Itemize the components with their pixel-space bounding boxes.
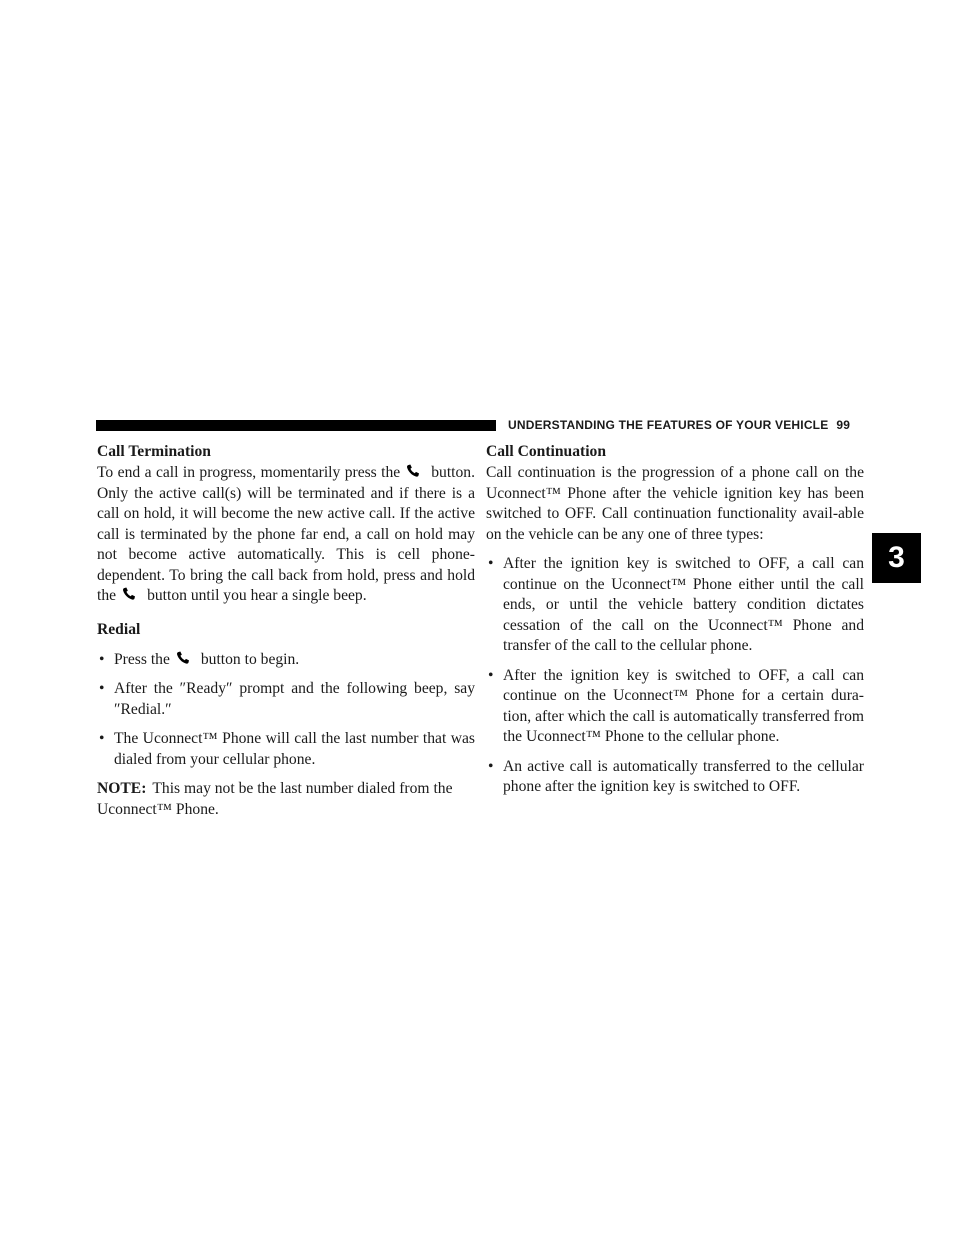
text-span: button. Only the active call(s) will be terminated and if there is a call on hold, it will become the new active call. If the active call is terminated by the phone far end, a call on hold may not become active automatically. This is cell phone-dependent. To bring the call back from hold, press and hold the	[97, 464, 475, 604]
bullet: •	[488, 555, 494, 572]
bullet: •	[99, 680, 105, 697]
running-header	[508, 418, 868, 432]
list-item	[486, 554, 864, 657]
list-item	[97, 679, 475, 720]
note-label: NOTE:	[97, 780, 147, 797]
list-item	[97, 729, 475, 770]
chapter-tab: 3	[872, 533, 921, 583]
list-item	[486, 757, 864, 798]
phone-handset-icon	[406, 464, 421, 478]
right-column	[486, 441, 864, 807]
redial-list	[97, 650, 475, 771]
bullet: •	[99, 730, 105, 747]
text-span: An active call is automatically transferred to the cellular phone after the ignition key is switched to OFF.	[503, 757, 864, 795]
text-span: After the ″Ready″ prompt and the following beep, say ″Redial.″	[114, 680, 475, 718]
call-termination-heading: Call Termination	[97, 443, 211, 460]
text-span: Press the	[114, 650, 170, 668]
call-termination-paragraph	[97, 463, 475, 607]
list-item	[486, 666, 864, 748]
section-title: UNDERSTANDING THE FEATURES OF YOUR VEHICLE	[508, 418, 829, 432]
phone-handset-icon	[176, 651, 191, 665]
bullet: •	[488, 666, 494, 684]
phone-handset-icon	[122, 587, 137, 601]
text-span: To end a call in progress, momentarily press the	[97, 464, 401, 481]
text-span: button to begin.	[200, 650, 300, 668]
call-continuation-list	[486, 554, 864, 798]
header-rule	[96, 420, 496, 431]
page-number: 99	[836, 418, 851, 432]
redial-heading: Redial	[97, 620, 141, 638]
bullet: •	[99, 650, 105, 668]
left-column	[97, 441, 475, 820]
text-span: After the ignition key is switched to OFF, a call can continue on the Uconnect™ Phone for a certain dura-tion, after which the call is automatically transferred from the Uconnect™ Phone to the cellular phone.	[503, 666, 864, 745]
list-item	[97, 650, 475, 671]
call-continuation-intro: Call continuation is the progression of a phone call on the Uconnect™ Phone after the vehicle ignition key has been switched to OFF. Call continuation functionality avail-able on the vehicle can be any one of three types:	[486, 464, 864, 543]
bullet: •	[488, 757, 494, 775]
note-text: This may not be the last number dialed from the Uconnect™ Phone.	[97, 780, 453, 818]
text-span: button until you hear a single beep.	[147, 587, 367, 604]
call-continuation-heading: Call Continuation	[486, 443, 607, 460]
text-span: After the ignition key is switched to OFF, a call can continue on the Uconnect™ Phone either until the call ends, or until the vehicle battery condition dictates cessation of the call on the Uconnect™ Phone and transfer of the call to the cellular phone.	[503, 555, 864, 654]
note-paragraph	[97, 779, 475, 820]
text-span: The Uconnect™ Phone will call the last number that was dialed from your cellular phone.	[114, 730, 475, 768]
